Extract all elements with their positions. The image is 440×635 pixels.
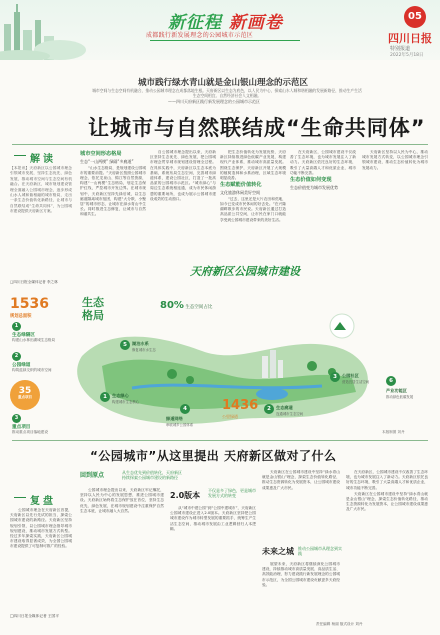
paragraph: 公园城市理念提出以来，天府新区牢记嘱托，坚持以人民为中心的发展思想，推进公园城市建设。天府新区始终将生态保护放在首位，坚持生态优先、绿色发展，在城市规划建设中注重保护自然生态本底，让城市融入大自然。 — [80, 488, 164, 513]
map-pin-desc: 串联城乡公园体系 — [166, 423, 194, 427]
stat-projects-circle — [10, 380, 40, 410]
map-pin-desc: 营造宜居生活空间 — [342, 380, 370, 384]
version-label: 2.0版本 — [170, 491, 201, 500]
stat-area-value: 1536 — [10, 296, 49, 312]
page-headline: 让城市与自然联结成“生命共同体” — [88, 116, 426, 140]
paragraph: “过去，这里还是大片农田和荒地，如今已变成市民休闲的好去处。”在兴隆湖畔散步的市民说。天府新区通过打造高品质公共空间，让市民在家门口就能享受到公园城市建设带来的美好生活。 — [220, 196, 286, 222]
lead-deck: 城市空间与生态空间有机融合，推动公园城市理念在成都落地生根。天府新区以生态为底色，以人民为中心，探索山水人城和谐相融的发展新路径，推动生产生活生态空间相宜、自然经济社会人文相融。 — [92, 88, 362, 98]
page-number: 05 — [404, 6, 426, 28]
paragraph: 在天府新区，公园城市建设不仅改善了生态环境，也为城市发展注入了新动力。天府新区依托良好的生态环境，吸引了大量高端人才和优质企业，城市功能不断完善。 — [290, 150, 356, 175]
sidebar-text: 【本报讯】天府新区以公园城市理念引领城市发展，坚持生态优先、绿色发展，推动城市空间与生态空间有机融合。在天府新区，城市规划建设管理全面融入公园城市理念，逐步形成山水人城和谐相融的城市格局，走出一条生态价值转化新路径，让城市与自然联结成“生命共同体”，为公园城市建设提供天府新区方案。 — [10, 166, 72, 214]
map-pin-desc: 构建城市生态核心 — [112, 400, 140, 404]
article-column-2 — [150, 150, 216, 268]
subsection-title: 回到原点 — [80, 472, 105, 479]
map-pin: 6 — [386, 376, 396, 386]
issue-date: 2022年5月18日 — [390, 53, 424, 58]
article-column-1 — [80, 150, 146, 270]
map-pin: 2 — [264, 404, 274, 414]
map-pin-label: 生态绿心 — [112, 393, 129, 398]
map-pin-label: 生态廊道 — [276, 405, 293, 410]
section-subheading: 生态价值变为城市发展优势 — [290, 184, 338, 190]
paper-name: 四川日报 — [388, 32, 432, 45]
map-pin: 5 — [120, 340, 130, 350]
paragraph: 公园城市理念在天府新区首提，天府新区以先行先试的担当，探索公园城市建设的新路径。天府新区坚持规划引领，以公园城市理念指导城市规划建设，推动城市发展方式转型。经过多年探索实践，天府新区公园城市建设取得显著成效，为全国公园城市建设提供了可复制可推广的经验。 — [10, 508, 72, 549]
story2-column-2 — [170, 506, 256, 618]
section-heading: 城市空间形态格局 — [80, 151, 122, 157]
map-pin-desc: 连通城市生态空间 — [276, 412, 304, 416]
map-title: 天府新区公园城市建设 — [190, 265, 300, 278]
pull-quote: 不仅是多了绿色，更是城市发展方式的转变 — [208, 488, 256, 499]
map-pin-label: 湖泊水系 — [132, 341, 149, 346]
article-column-4 — [290, 150, 356, 268]
page-footer: 责任编辑 杨丽 版式设计 刘丹 — [316, 622, 363, 626]
map-pin-label: 绿道网络 — [166, 416, 183, 421]
item-number-badge: 1 — [12, 322, 21, 331]
section-heading: 生态价值如何变现 — [290, 177, 332, 184]
item-desc: 推动重点项目落地建设 — [12, 430, 48, 434]
slogan-part2: 新画卷 — [228, 13, 283, 33]
story2-column-4 — [262, 562, 340, 618]
paragraph: 天府新区在公园城市建设中坚持“绿水青山就是金山银山”理念，探索生态价值转化路径，推动生态资源转化为发展资本，让公园城市建设成果惠及广大市民。 — [262, 470, 340, 490]
pull-quote: 从生态优先到价值转化，天府新区持续探索公园城市建设的新路径 — [122, 470, 182, 481]
map-pin-label: 公园社区 — [342, 373, 359, 378]
subsection-title: 未来之城 — [262, 547, 294, 556]
paragraph: 自公园城市理念提出以来，天府新区坚持生态优先、绿色发展，把公园城市理念贯穿城市规划建设管理全过程。在具体实践中，天府新区以生态本底为基础，系统布局生态空间，完善城市绿道体系，建设公园社区，打造了一批高品质的公园城市示范区。“城市绿心”与周边生态系统相连通，成为市民休闲游憩的重要场所，也成为展示公园城市建设成效的生动窗口。 — [150, 150, 216, 201]
map-pin: 4 — [180, 404, 190, 414]
article-column-5 — [362, 150, 428, 268]
sidebar-title: 解读 — [30, 150, 56, 165]
item-label: 公园绿道 — [12, 363, 31, 368]
item-label: 生态绿隔区 — [12, 333, 35, 338]
sidebar-item — [12, 414, 74, 435]
item-number-badge: 3 — [12, 414, 21, 423]
stat-projects-value: 35 — [18, 386, 32, 396]
skyline-illustration — [0, 2, 110, 60]
sidebar2-text — [10, 508, 72, 612]
item-desc: 构筑蓝绿交织的城市空间 — [12, 368, 52, 372]
map-pin-desc: 修复城市水生态 — [132, 348, 156, 352]
sidebar-item — [12, 352, 74, 373]
map-pin: 3 — [330, 372, 340, 382]
lead-byline: ——四川天府新区践行新发展理念的公园城市示范区 — [168, 99, 260, 104]
sidebar-byline: □四川日报全媒体记者 李之林 — [10, 280, 58, 284]
sidebar2-byline: □四川日报全媒体记者 王国平 — [10, 614, 59, 618]
map-stat-label: 生态空间占比 — [185, 305, 213, 310]
masthead — [0, 0, 440, 60]
map-badge: 生态格局 — [82, 296, 104, 322]
paragraph: “山水生态格局，是规划建设公园城市的重要前提。”天府新区按照公园城市理念，依托龙泉山、锦江等自然资源，构建“一山两楔”生态格局，划定生态保护红线，严控城市开发边界。在城市规划中，天府新区坚持先绿后城，以生态廊道隔离城市组团，构建“大分散、小聚居”的城市形态，让城市在绿水青山中生长。同时推进生态修复，让城市与自然和谐共生。 — [80, 165, 146, 217]
section-subheading: 文化旅游休闲美好空间 — [220, 189, 260, 195]
section-heading: 生态赋能价值转化 — [220, 182, 262, 189]
map-pin-desc: 推动绿色低碳发展 — [386, 395, 414, 399]
story2-column-1 — [80, 488, 164, 618]
item-label: 重点项目 — [12, 425, 31, 430]
paragraph: 从“城市中建公园”到“公园中建城市”，天府新区公园城市建设正进入2.0版本。天府新区坚持把公园城市建设作为城市转型发展的重要抓手，统筹生产生活生态空间，推动城市发展由工业逻辑回归人本逻辑。 — [170, 506, 256, 531]
map-stat-value: 80% — [160, 300, 184, 311]
story2-column-5 — [346, 470, 428, 618]
paragraph: 天府新区坚持以人民为中心，推动城市发展方式转变，以公园城市理念引领城市建设，推动生态价值转化为城市发展动力。 — [362, 150, 428, 170]
paragraph: 天府新区在公园城市建设中坚持“绿水青山就是金山银山”理念，探索生态价值转化路径，推动生态资源转化为发展资本，让公园城市建设成果惠及广大市民。 — [346, 491, 428, 512]
article-column-3 — [220, 150, 286, 268]
stat-area-label: 规划总面积 — [10, 314, 32, 319]
stat-projects-label: 重点项目 — [18, 395, 32, 399]
map-greenway-label: 公里绿道 — [222, 414, 238, 419]
map-pin: 1 — [100, 392, 110, 402]
masthead-underline — [150, 40, 300, 41]
divider — [12, 440, 428, 441]
lead-kicker: 城市践行绿水青山就是金山银山理念的示范区 — [138, 78, 309, 88]
map-greenway-value: 1436 — [222, 398, 259, 413]
section-subheading: 生态“一山两楔” 绿隔“多廊道” — [80, 158, 134, 164]
edition-label: 特别报道 — [390, 46, 411, 52]
item-desc: 构建山水林田湖城生态格局 — [12, 338, 56, 342]
second-headline: “公园城市”从这里提出 天府新区做对了什么 — [90, 449, 337, 463]
story2-column-3 — [262, 470, 340, 540]
map-stat-green — [160, 300, 212, 311]
slogan-part1: 新征程 — [168, 13, 222, 33]
map-pin-label: 产业功能区 — [386, 388, 407, 393]
divider — [12, 144, 428, 145]
sidebar-item — [12, 322, 74, 343]
map-credit: 本版制图 刘丹 — [382, 430, 405, 434]
pull-quote: 推动公园城市从理念到实践 — [298, 546, 342, 557]
paragraph: 展望未来，天府新区将继续深化公园城市建设，持续推动城市高质量发展、高品质生活、高效能治理，努力建设践行新发展理念的公园城市示范区，为全国公园城市建设贡献更多天府经验。 — [262, 562, 340, 587]
paragraph: 把生态价值转化为发展优势，天府新区持续推进绿色低碳产业发展，构建现代产业体系，推动城市高质量发展。围绕生态保护，天府新区开展了大规模的植树造林和水系治理，区域生态环境明显改善。 — [220, 150, 286, 181]
masthead-subtitle: 成都践行新发展理念的公园城市示范区 — [146, 32, 254, 39]
item-number-badge: 2 — [12, 352, 21, 361]
sidebar2-title: 复盘 — [30, 492, 56, 507]
paragraph: 在天府新区，公园城市建设不仅改善了生态环境，也为城市发展注入了新动力。天府新区依托良好的生态环境，吸引了大量高端人才和优质企业，城市功能不断完善。 — [346, 470, 428, 490]
